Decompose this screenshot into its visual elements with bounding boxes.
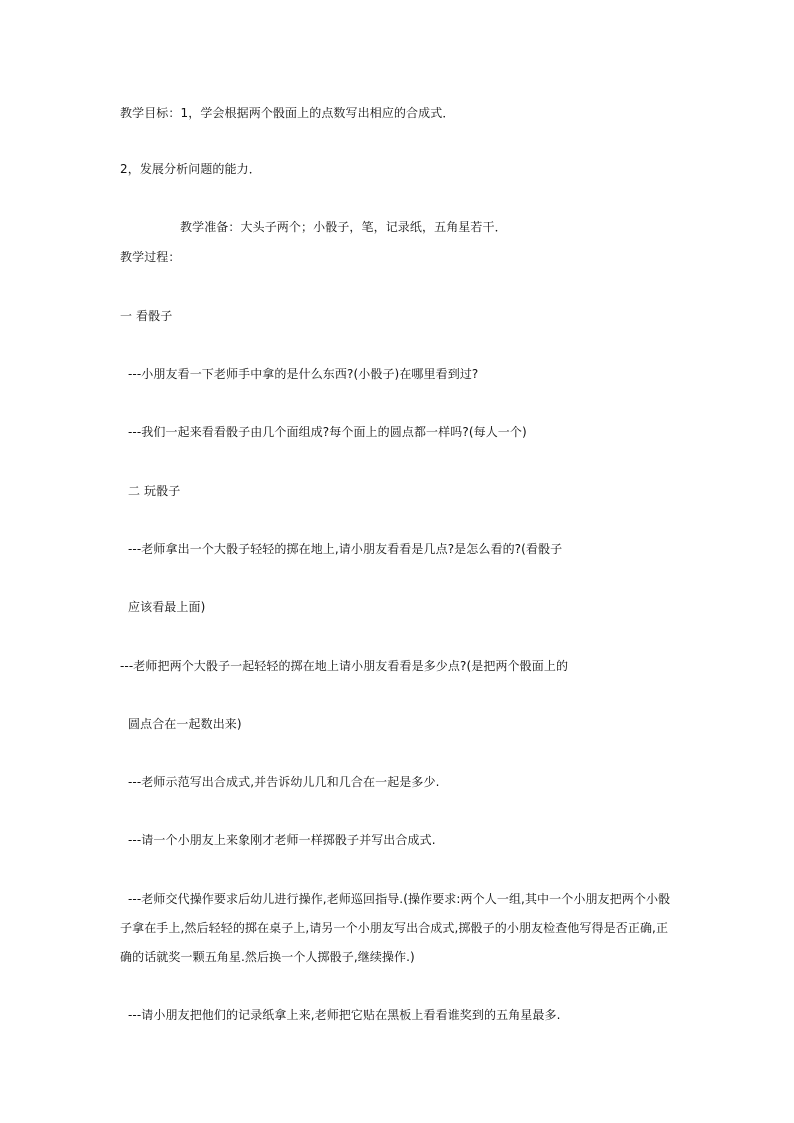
paragraph-line: ---请一个小朋友上来象刚才老师一样掷骰子并写出合成式. (128, 833, 436, 847)
paragraph-line: ---我们一起来看看骰子由几个面组成?每个面上的圆点都一样吗?(每人一个) (128, 425, 527, 439)
teaching-goal-1: 教学目标：1，学会根据两个骰面上的点数写出相应的合成式． (120, 106, 455, 120)
paragraph-line: 确的话就奖一颗五角星.然后换一个人掷骰子,继续操作.) (120, 950, 415, 964)
paragraph-line: 圆点合在一起数出来) (128, 717, 242, 731)
section-2-heading: 二 玩骰子 (128, 484, 181, 498)
paragraph-line: ---老师示范写出合成式,并告诉幼儿几和几合在一起是多少. (128, 775, 440, 789)
teaching-goal-2: 2，发展分析问题的能力． (120, 162, 261, 176)
paragraph-line: ---请小朋友把他们的记录纸拿上来,老师把它贴在黑板上看看谁奖到的五角星最多. (128, 1008, 561, 1022)
teaching-preparation: 教学准备：大头子两个；小骰子，笔，记录纸，五角星若干． (180, 220, 507, 234)
teaching-process-heading: 教学过程： (120, 250, 181, 264)
paragraph-line: 应该看最上面) (128, 600, 206, 614)
paragraph-line: ---小朋友看一下老师手中拿的是什么东西?(小骰子)在哪里看到过? (128, 367, 479, 381)
paragraph-line: ---老师交代操作要求后幼儿进行操作,老师巡回指导.(操作要求:两个人一组,其中一个小朋友把两个小骰 (128, 892, 671, 906)
section-1-heading: 一 看骰子 (120, 309, 173, 323)
paragraph-line: ---老师把两个大骰子一起轻轻的掷在地上请小朋友看看是多少点?(是把两个骰面上的 (120, 659, 569, 673)
paragraph-line: ---老师拿出一个大骰子轻轻的掷在地上,请小朋友看看是几点?是怎么看的?(看骰子 (128, 542, 563, 556)
paragraph-line: 子拿在手上,然后轻轻的掷在桌子上,请另一个小朋友写出合成式,掷骰子的小朋友检查他写得是否正确,正 (120, 921, 669, 935)
